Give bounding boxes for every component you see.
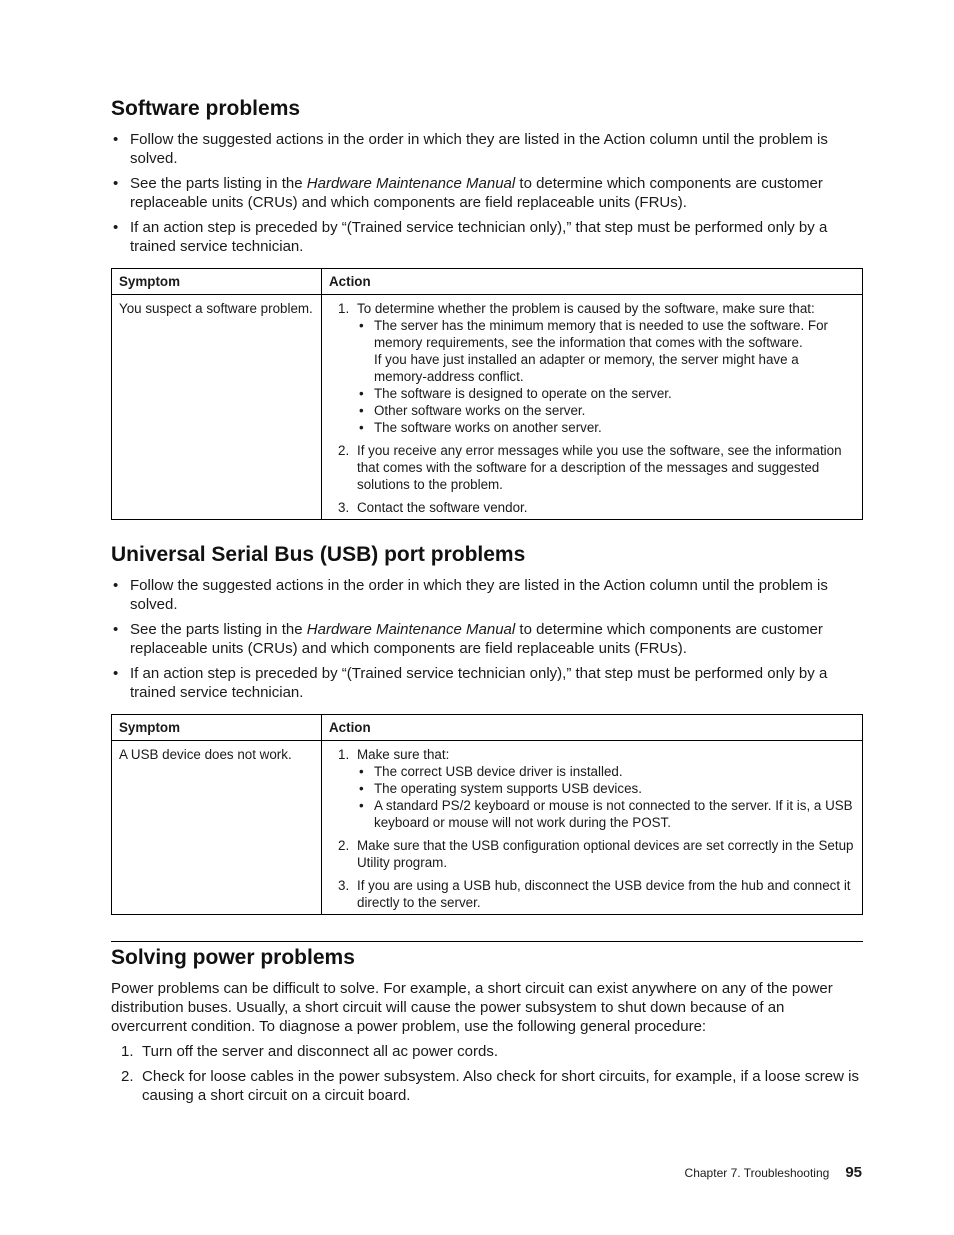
action-cell	[322, 741, 863, 915]
guidance-text: See the parts listing in the	[130, 621, 307, 638]
action-steps	[329, 300, 855, 516]
guidance-text: to determine which components are customer replaceable units (CRUs) and which components are field replaceable units (FRUs).	[130, 175, 823, 211]
page-footer	[685, 1163, 862, 1183]
symptom-cell: A USB device does not work.	[112, 741, 322, 915]
action-header: Action	[322, 715, 863, 741]
action-header: Action	[322, 269, 863, 295]
check-note: If you have just installed an adapter or memory, the server might have a memory-address conflict.	[374, 352, 799, 384]
check-item: • Other software works on the server.	[357, 402, 855, 419]
table-row	[112, 295, 863, 520]
action-steps	[329, 746, 855, 911]
guidance-text: to determine which components are customer replaceable units (CRUs) and which components are field replaceable units (FRUs).	[130, 621, 823, 657]
check-item: • The software works on another server.	[357, 419, 855, 436]
guidance-item: • If an action step is preceded by “(Trained service technician only),” that step must be performed only by a trained service technician.	[111, 218, 863, 256]
chapter-label: Chapter 7. Troubleshooting	[684, 1166, 830, 1180]
check-item: • The correct USB device driver is installed.	[357, 763, 855, 780]
usb-section-title: Universal Serial Bus (USB) port problems	[111, 543, 526, 566]
power-procedure-list	[111, 1042, 863, 1105]
action-step: 3. If you are using a USB hub, disconnect the USB device from the hub and connect it directly to the server.	[338, 878, 851, 910]
usb-symptom-table	[111, 714, 863, 915]
action-step: 2. Make sure that the USB configuration optional devices are set correctly in the Setup Utility program.	[338, 838, 854, 870]
check-list	[357, 763, 855, 831]
guidance-item	[111, 620, 863, 658]
manual-title: Hardware Maintenance Manual	[306, 621, 516, 638]
check-list	[357, 317, 855, 436]
symptom-header: Symptom	[112, 269, 322, 295]
software-symptom-table	[111, 268, 863, 520]
table-row	[112, 741, 863, 915]
procedure-step: 1. Turn off the server and disconnect all ac power cords.	[121, 1043, 499, 1060]
guidance-item: • Follow the suggested actions in the order in which they are listed in the Action column until the problem is solved.	[111, 576, 863, 614]
symptom-cell: You suspect a software problem.	[112, 295, 322, 520]
check-item: • The server has the minimum memory that is needed to use the software. For memory requirements, see the information that comes with the software. If you have just installed an adapter or memory, the server might have a memory-address conflict.	[357, 317, 855, 385]
check-item: • The operating system supports USB devices.	[357, 780, 855, 797]
guidance-item: • Follow the suggested actions in the order in which they are listed in the Action column until the problem is solved.	[111, 130, 863, 168]
page-content	[111, 94, 863, 1111]
check-item: • A standard PS/2 keyboard or mouse is not connected to the server. If it is, a USB keyboard or mouse will not work during the POST.	[357, 797, 855, 831]
page-number: 95	[845, 1164, 862, 1181]
check-item: • The software is designed to operate on the server.	[357, 385, 855, 402]
manual-title: Hardware Maintenance Manual	[306, 175, 516, 192]
table-header-row	[112, 715, 863, 741]
guidance-text: See the parts listing in the	[130, 175, 307, 192]
software-guidance-list	[111, 130, 863, 256]
procedure-step: 2. Check for loose cables in the power subsystem. Also check for short circuits, for example, if a loose screw is causing a short circuit on a circuit board.	[121, 1068, 859, 1104]
action-step: 3. Contact the software vendor.	[338, 500, 528, 515]
action-step: 1. Make sure that: • The correct USB device driver is installed. • The operating system supports USB devices. • A standard PS/2 keyboard or mouse is not connected to the server. If it is, a USB keyboard or mouse will not work during the POST.	[329, 746, 855, 831]
action-cell	[322, 295, 863, 520]
section-divider	[111, 941, 863, 942]
guidance-item: • If an action step is preceded by “(Trained service technician only),” that step must be performed only by a trained service technician.	[111, 664, 863, 702]
guidance-item	[111, 174, 863, 212]
action-step: 1. To determine whether the problem is caused by the software, make sure that: • The server has the minimum memory that is needed to use the software. For memory requirements, see the information that comes with the software. If you have just installed an adapter or memory, the server might have a memory-address conflict. • The software is designed to operate on the server. • Other software works on the server. • The software works on another server.	[329, 300, 855, 436]
table-header-row	[112, 269, 863, 295]
software-section-title: Software problems	[111, 97, 301, 120]
action-step: 2. If you receive any error messages while you use the software, see the information that comes with the software for a description of the messages and suggested solutions to the problem.	[338, 443, 842, 492]
power-intro-paragraph: Power problems can be difficult to solve. For example, a short circuit can exist anywhere on any of the power distribution buses. Usually, a short circuit will cause the power subsystem to shut down because of an overcurrent condition. To diagnose a power problem, use the following general procedure:	[111, 980, 833, 1035]
usb-guidance-list	[111, 576, 863, 702]
symptom-header: Symptom	[112, 715, 322, 741]
power-section-title: Solving power problems	[111, 946, 355, 969]
